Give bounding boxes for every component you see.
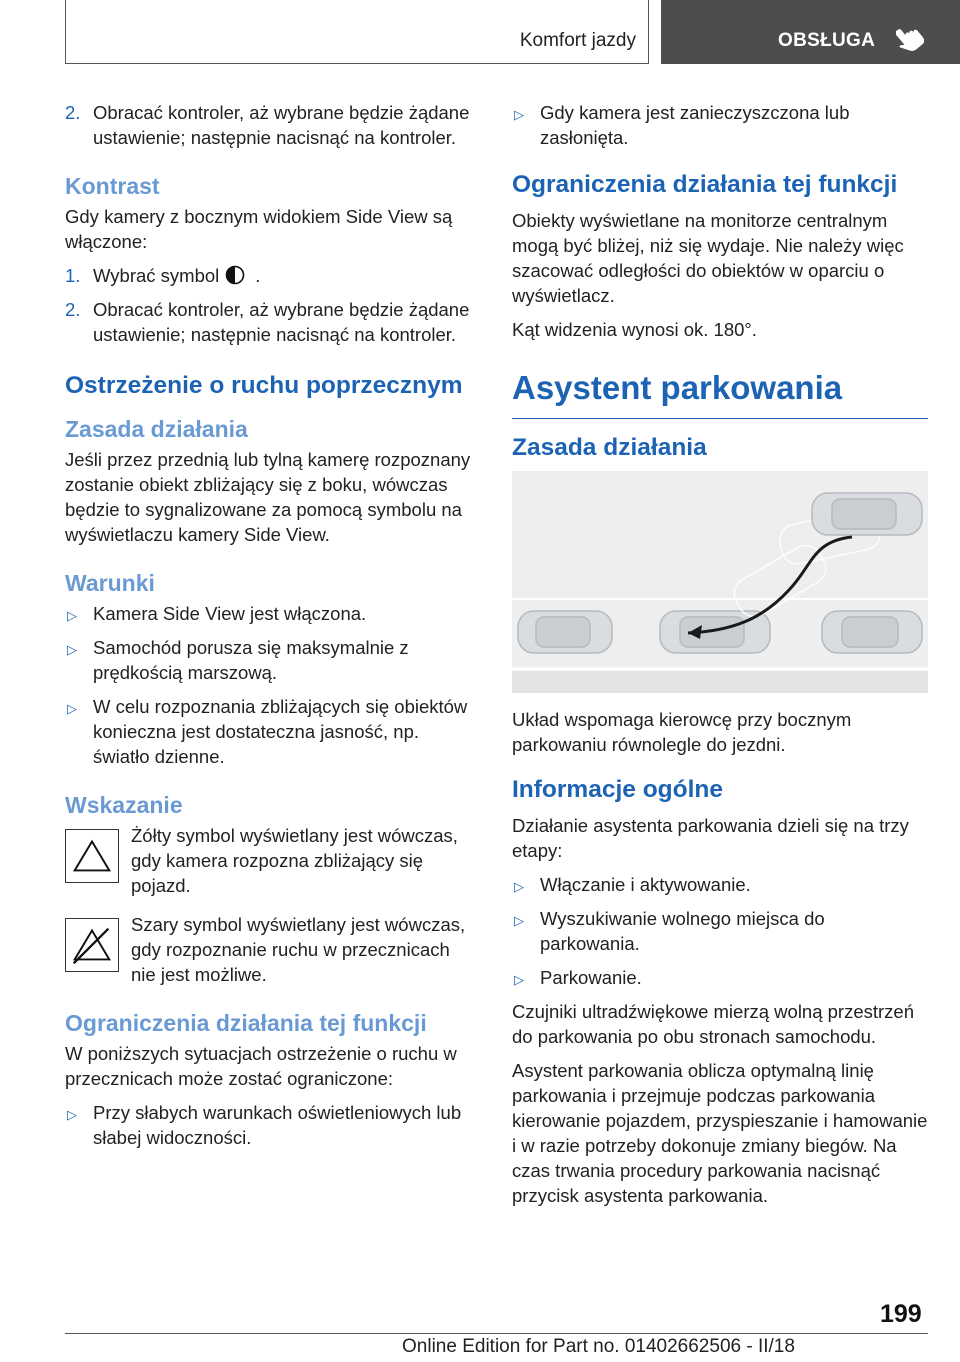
left-column: [65, 100, 479, 1159]
list-item: ▷ W celu rozpoznania zbliżających się obiektów konieczna jest dostateczna jasność, np. światło dzienne.: [67, 696, 468, 767]
step-number: 2.: [65, 299, 81, 320]
asystent-zasada-heading: Zasada działania: [512, 434, 707, 461]
warunki-heading: Warunki: [65, 570, 155, 596]
grey-symbol-text: Szary symbol wyświetlany jest wówczas, gdy rozpoznanie ruchu w przecznicach nie jest możliwe.: [131, 914, 466, 985]
paragraph-sensors: Czujniki ultradźwiękowe mierzą wolną przestrzeń do parkowania po obu stronach samochodu.: [512, 1001, 915, 1047]
header-section-title: Komfort jazdy: [519, 30, 636, 51]
kontrast-step-2: [65, 297, 479, 347]
moving-car-top-right: [812, 493, 922, 535]
triangle-bullet-icon: ▷: [67, 642, 77, 657]
hand-pointer-icon: [896, 24, 924, 54]
triangle-bullet-icon: ▷: [514, 879, 524, 894]
informacje-text: Działanie asystenta parkowania dzieli się na trzy etapy:: [512, 815, 909, 861]
right-column: [512, 100, 928, 1217]
list-item: ▷ Kamera Side View jest włączona.: [65, 601, 479, 626]
kontrast-heading: Kontrast: [65, 173, 160, 199]
page-number: 199: [880, 1300, 922, 1328]
step-text-end: .: [255, 265, 261, 286]
ograniczenia-heading: Ograniczenia działania tej funkcji: [65, 1010, 427, 1036]
step-number: 2.: [65, 102, 81, 123]
parked-car-right: [822, 611, 922, 653]
triangle-bullet-icon: ▷: [67, 701, 77, 716]
yellow-symbol-row: [65, 823, 479, 898]
wskazanie-heading: Wskazanie: [65, 792, 183, 818]
parked-car-left: [518, 611, 612, 653]
zasada-heading: Zasada działania: [65, 416, 248, 442]
list-item: ▷ Przy słabych warunkach oświetleniowych lub słabej widoczności.: [67, 1102, 462, 1148]
illustration-caption: Układ wspomaga kierowcę przy bocznym parkowaniu równolegle do jezdni.: [512, 709, 852, 755]
ograniczenia-text-1: Obiekty wyświetlane na monitorze centralnym mogą być bliżej, niż się wydaje. Nie należy więc szacować odległości do obiektów w oparciu o wyświetlacz.: [512, 210, 904, 306]
header-tab-label: OBSŁUGA: [778, 30, 876, 51]
kontrast-text: Gdy kamery z bocznym widokiem Side View są włączone:: [65, 206, 453, 252]
list-item: ▷ Gdy kamera jest zanieczyszczona lub zasłonięta.: [514, 102, 850, 148]
list-item: ▷ Włączanie i aktywowanie.: [512, 872, 928, 897]
footer-divider: [65, 1333, 928, 1334]
step-number: 1.: [65, 265, 81, 286]
step-2: [65, 100, 479, 150]
paragraph-procedure: Asystent parkowania oblicza optymalną linię parkowania i przejmuje podczas parkowania kierowanie pojazdem, przyspieszanie i hamowanie i w razie potrzeby dokonuje zmiany biegów. Na czas trwania procedury parkowania nacisnąć przycisk asystenta parkowania.: [512, 1060, 928, 1206]
zasada-text: Jeśli przez przednią lub tylną kamerę rozpoznany zostanie obiekt zbliżający się z boku, wówczas będzie to sygnalizowane za pomocą symbolu na wyświetlaczu kamery Side View.: [65, 449, 471, 545]
ostrzezenie-heading: Ostrzeżenie o ruchu poprzecznym: [65, 372, 463, 399]
ograniczenia-section-heading: Ograniczenia działania tej funkcji: [512, 171, 898, 198]
informacje-heading: Informacje ogólne: [512, 776, 724, 803]
list-item: ▷ Samochód porusza się maksymalnie z prędkością marszową.: [67, 637, 409, 683]
kontrast-step-1: [65, 263, 479, 288]
list-item: ▷ Parkowanie.: [512, 965, 928, 990]
ograniczenia-text-2: Kąt widzenia wynosi ok. 180°.: [512, 319, 757, 340]
contrast-icon: [225, 265, 245, 285]
triangle-bullet-icon: ▷: [514, 913, 524, 928]
list-item: ▷ Wyszukiwanie wolnego miejsca do parkowania.: [514, 908, 825, 954]
warning-triangle-crossed-icon: [65, 918, 119, 972]
step-text: Obracać kontroler, aż wybrane będzie żądane ustawienie; następnie nacisnąć na kontroler.: [93, 299, 470, 345]
ograniczenia-text: W poniższych sytuacjach ostrzeżenie o ruchu w przecznicach może zostać ograniczone:: [65, 1043, 457, 1089]
parking-illustration: [512, 471, 928, 693]
grey-symbol-row: [65, 912, 479, 987]
step-text: Obracać kontroler, aż wybrane będzie żądane ustawienie; następnie nacisnąć na kontroler.: [93, 102, 470, 148]
triangle-bullet-icon: ▷: [514, 107, 524, 122]
triangle-bullet-icon: ▷: [514, 972, 524, 987]
warning-triangle-icon: [65, 829, 119, 883]
yellow-symbol-text: Żółty symbol wyświetlany jest wówczas, gdy kamera rozpozna zbliżający się pojazd.: [131, 825, 458, 896]
triangle-bullet-icon: ▷: [67, 1107, 77, 1122]
asystent-chapter-heading: Asystent parkowania: [512, 368, 928, 419]
triangle-bullet-icon: ▷: [67, 608, 77, 623]
step-text: Wybrać symbol: [93, 265, 220, 286]
footer-edition: Online Edition for Part no. 01402662506 - II/18: [402, 1336, 795, 1357]
